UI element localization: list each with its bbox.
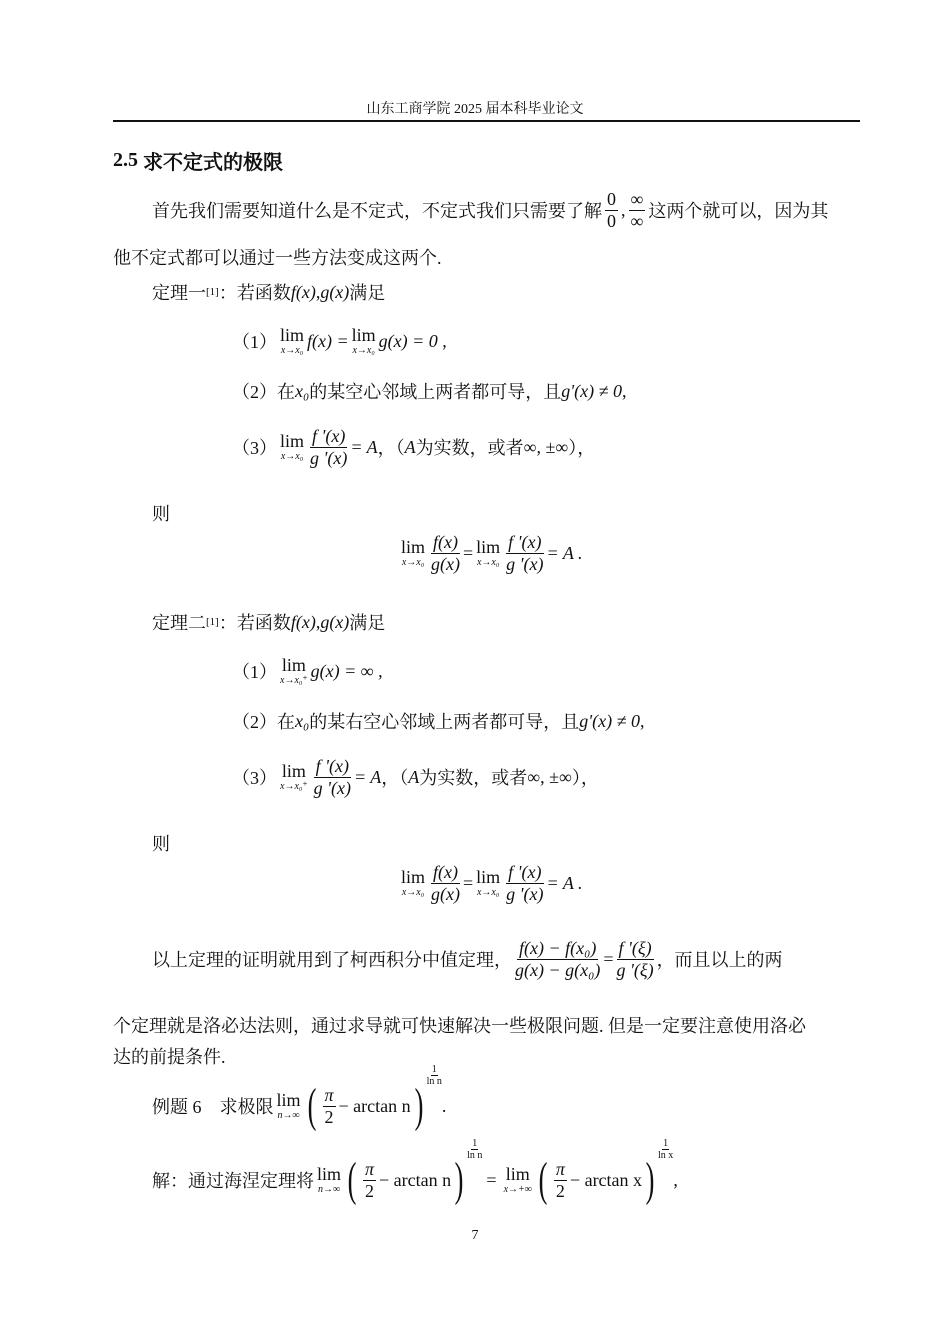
cauchy-line-3: 达的前提条件. (113, 1047, 226, 1067)
math: f(x) (290, 611, 316, 632)
text: , (673, 1169, 678, 1190)
math: f(x) = (307, 330, 349, 351)
text: , (639, 710, 645, 731)
math: g(x) (320, 281, 350, 302)
math: x₀ (295, 710, 310, 731)
text: ）， (568, 438, 596, 459)
text: 的某右空心邻域上两者都可导，且 (309, 712, 580, 732)
page-number: 7 (471, 1228, 479, 1243)
fraction: $\frac{\text{f(x) − f(x₀)}}{\text{g(x) − g(x₀)}}$ (515, 938, 601, 980)
theorem-label: 定理二 (152, 613, 206, 633)
math: g'(x) ≠ 0 (561, 380, 622, 401)
limit: lim x→x₀ (476, 867, 501, 899)
fraction: $\frac{f '(x)}{g '(x)}$ (310, 426, 348, 468)
theorem-1-condition-2 (232, 378, 626, 404)
then-label: 则 (152, 504, 170, 524)
math: − arctan n (338, 1095, 411, 1116)
fraction-zero-over-zero: 0 0 (607, 188, 616, 231)
limit: lim x→x₀ (351, 325, 376, 356)
limit: lim x→x₀⁺ (280, 761, 308, 793)
fraction: $\frac{f '(x)}{g '(x)}$ (506, 862, 544, 904)
header-rule (113, 120, 860, 122)
text: 为实数，或者 (419, 768, 528, 789)
math: A (408, 766, 420, 787)
text: （1） (232, 662, 277, 682)
fraction-pi-over-2: π 2 (365, 1158, 375, 1201)
example-6 (152, 1064, 447, 1132)
math: ∞, ±∞ (523, 436, 569, 457)
text: ，（ (381, 768, 409, 789)
text: （3） (232, 438, 277, 459)
text: 首先我们需要知道什么是不定式，不定式我们只需要了解 (152, 201, 602, 221)
cauchy-line-2: 个定理就是洛必达法则，通过求导就可快速解决一些极限问题. 但是一定要注意使用洛必 (113, 1016, 806, 1036)
limit: lim n→∞ (276, 1090, 301, 1121)
text: 满足 (349, 613, 386, 633)
math: g(x) (320, 611, 350, 632)
text: ，（ (377, 438, 405, 459)
limit: lim x→x₀ (280, 431, 305, 463)
citation: [1] (206, 286, 219, 298)
math: = A . (546, 872, 583, 893)
math: A (404, 436, 416, 457)
fraction: $\frac{f '(x)}{g '(x)}$ (313, 756, 351, 798)
citation: [1] (206, 616, 219, 628)
intro-line-1 (152, 188, 828, 232)
theorem-2-statement (152, 609, 385, 635)
math: = A (353, 766, 382, 787)
math: x₀ (295, 380, 310, 401)
text: 满足 (349, 283, 386, 303)
exponent-fraction: $\frac{1}{\text{ln n}}$ (467, 1138, 483, 1161)
text: ：若函数 (218, 613, 291, 633)
right-paren: ) (454, 1153, 464, 1206)
cauchy-line-1 (152, 938, 783, 980)
solution-label: 解：通过海涅定理将 (152, 1171, 314, 1191)
exponent-fraction: 1 ln n (426, 1064, 442, 1087)
fraction: $\frac{f '(\xi)}{g '(\xi)}$ (616, 938, 654, 980)
intro-line-2: 他不定式都可以通过一些方法变成这两个. (113, 248, 442, 268)
fraction-inf-over-inf: ∞ ∞ (630, 188, 644, 231)
text: 的某空心邻域上两者都可导，且 (309, 382, 562, 402)
limit: lim x→x₀ (476, 537, 501, 569)
text: ，而且以上的两 (656, 950, 783, 971)
text: ：若函数 (218, 283, 291, 303)
limit: lim x→x₀⁺ (280, 655, 308, 686)
text: , (621, 380, 627, 401)
math: − arctan n (379, 1169, 452, 1190)
fraction-pi-over-2: π 2 (324, 1084, 334, 1127)
math: = A (350, 436, 378, 457)
text: 为实数，或者 (415, 438, 524, 459)
text: 这两个就可以，因为其 (648, 201, 829, 221)
left-paren: ( (307, 1079, 316, 1132)
solution (152, 1138, 678, 1206)
left-paren: ( (538, 1153, 548, 1206)
right-paren: ) (645, 1153, 655, 1206)
math: = (486, 1169, 497, 1190)
theorem-1-result (398, 532, 583, 574)
theorem-2-result (398, 862, 583, 904)
theorem-2-condition-3 (232, 756, 599, 798)
math: g(x) = ∞ , (310, 660, 383, 681)
right-paren: ) (414, 1079, 424, 1132)
section-number: 2.5 (113, 149, 138, 171)
fraction: $\frac{f(x)}{g(x)}$ (431, 532, 460, 574)
theorem-2-condition-1 (232, 656, 383, 686)
math: g'(x) ≠ 0 (579, 710, 640, 731)
limit: lim x→+∞ (503, 1164, 532, 1195)
example-label: 例题 6 求极限 (152, 1097, 274, 1117)
theorem-1-statement (152, 279, 385, 305)
math: g(x) = 0 , (378, 330, 447, 351)
limit: lim n→∞ (317, 1164, 342, 1195)
section-title: 求不定式的极限 (143, 150, 283, 174)
section-heading (113, 146, 283, 175)
theorem-1-condition-1 (232, 326, 447, 356)
exponent-fraction: 1 ln x (658, 1138, 674, 1161)
text: 以上定理的证明就用到了柯西积分中值定理， (152, 950, 512, 971)
left-paren: ( (347, 1153, 357, 1206)
math: − arctan x (569, 1169, 643, 1190)
text: , (315, 281, 321, 302)
text: （1） (232, 332, 277, 352)
then-label: 则 (152, 834, 170, 854)
text: （2）在 (232, 382, 295, 402)
fraction: $\frac{f(x)}{g(x)}$ (431, 862, 460, 904)
limit: lim x→x₀ (280, 325, 305, 356)
fraction: $\frac{f '(x)}{g '(x)}$ (506, 532, 544, 574)
text: （2）在 (232, 712, 295, 732)
math: = A . (546, 542, 583, 563)
math: = (463, 542, 474, 563)
text: , (315, 611, 321, 632)
text: . (441, 1095, 447, 1116)
running-header: 山东工商学院 2025 届本科毕业论文 (366, 102, 584, 117)
text: , (621, 199, 626, 220)
math: ∞, ±∞ (527, 766, 572, 787)
math: = (463, 872, 474, 893)
math: f(x) (290, 281, 316, 302)
text: ）， (571, 768, 599, 789)
text: （3） (232, 768, 277, 789)
limit: lim x→x₀ (401, 867, 426, 899)
theorem-2-condition-2 (232, 708, 644, 734)
theorem-1-condition-3 (232, 426, 595, 468)
theorem-label: 定理一 (152, 283, 206, 303)
fraction-pi-over-2: π 2 (555, 1158, 565, 1201)
limit: lim x→x₀ (401, 537, 426, 569)
math: = (603, 948, 614, 969)
